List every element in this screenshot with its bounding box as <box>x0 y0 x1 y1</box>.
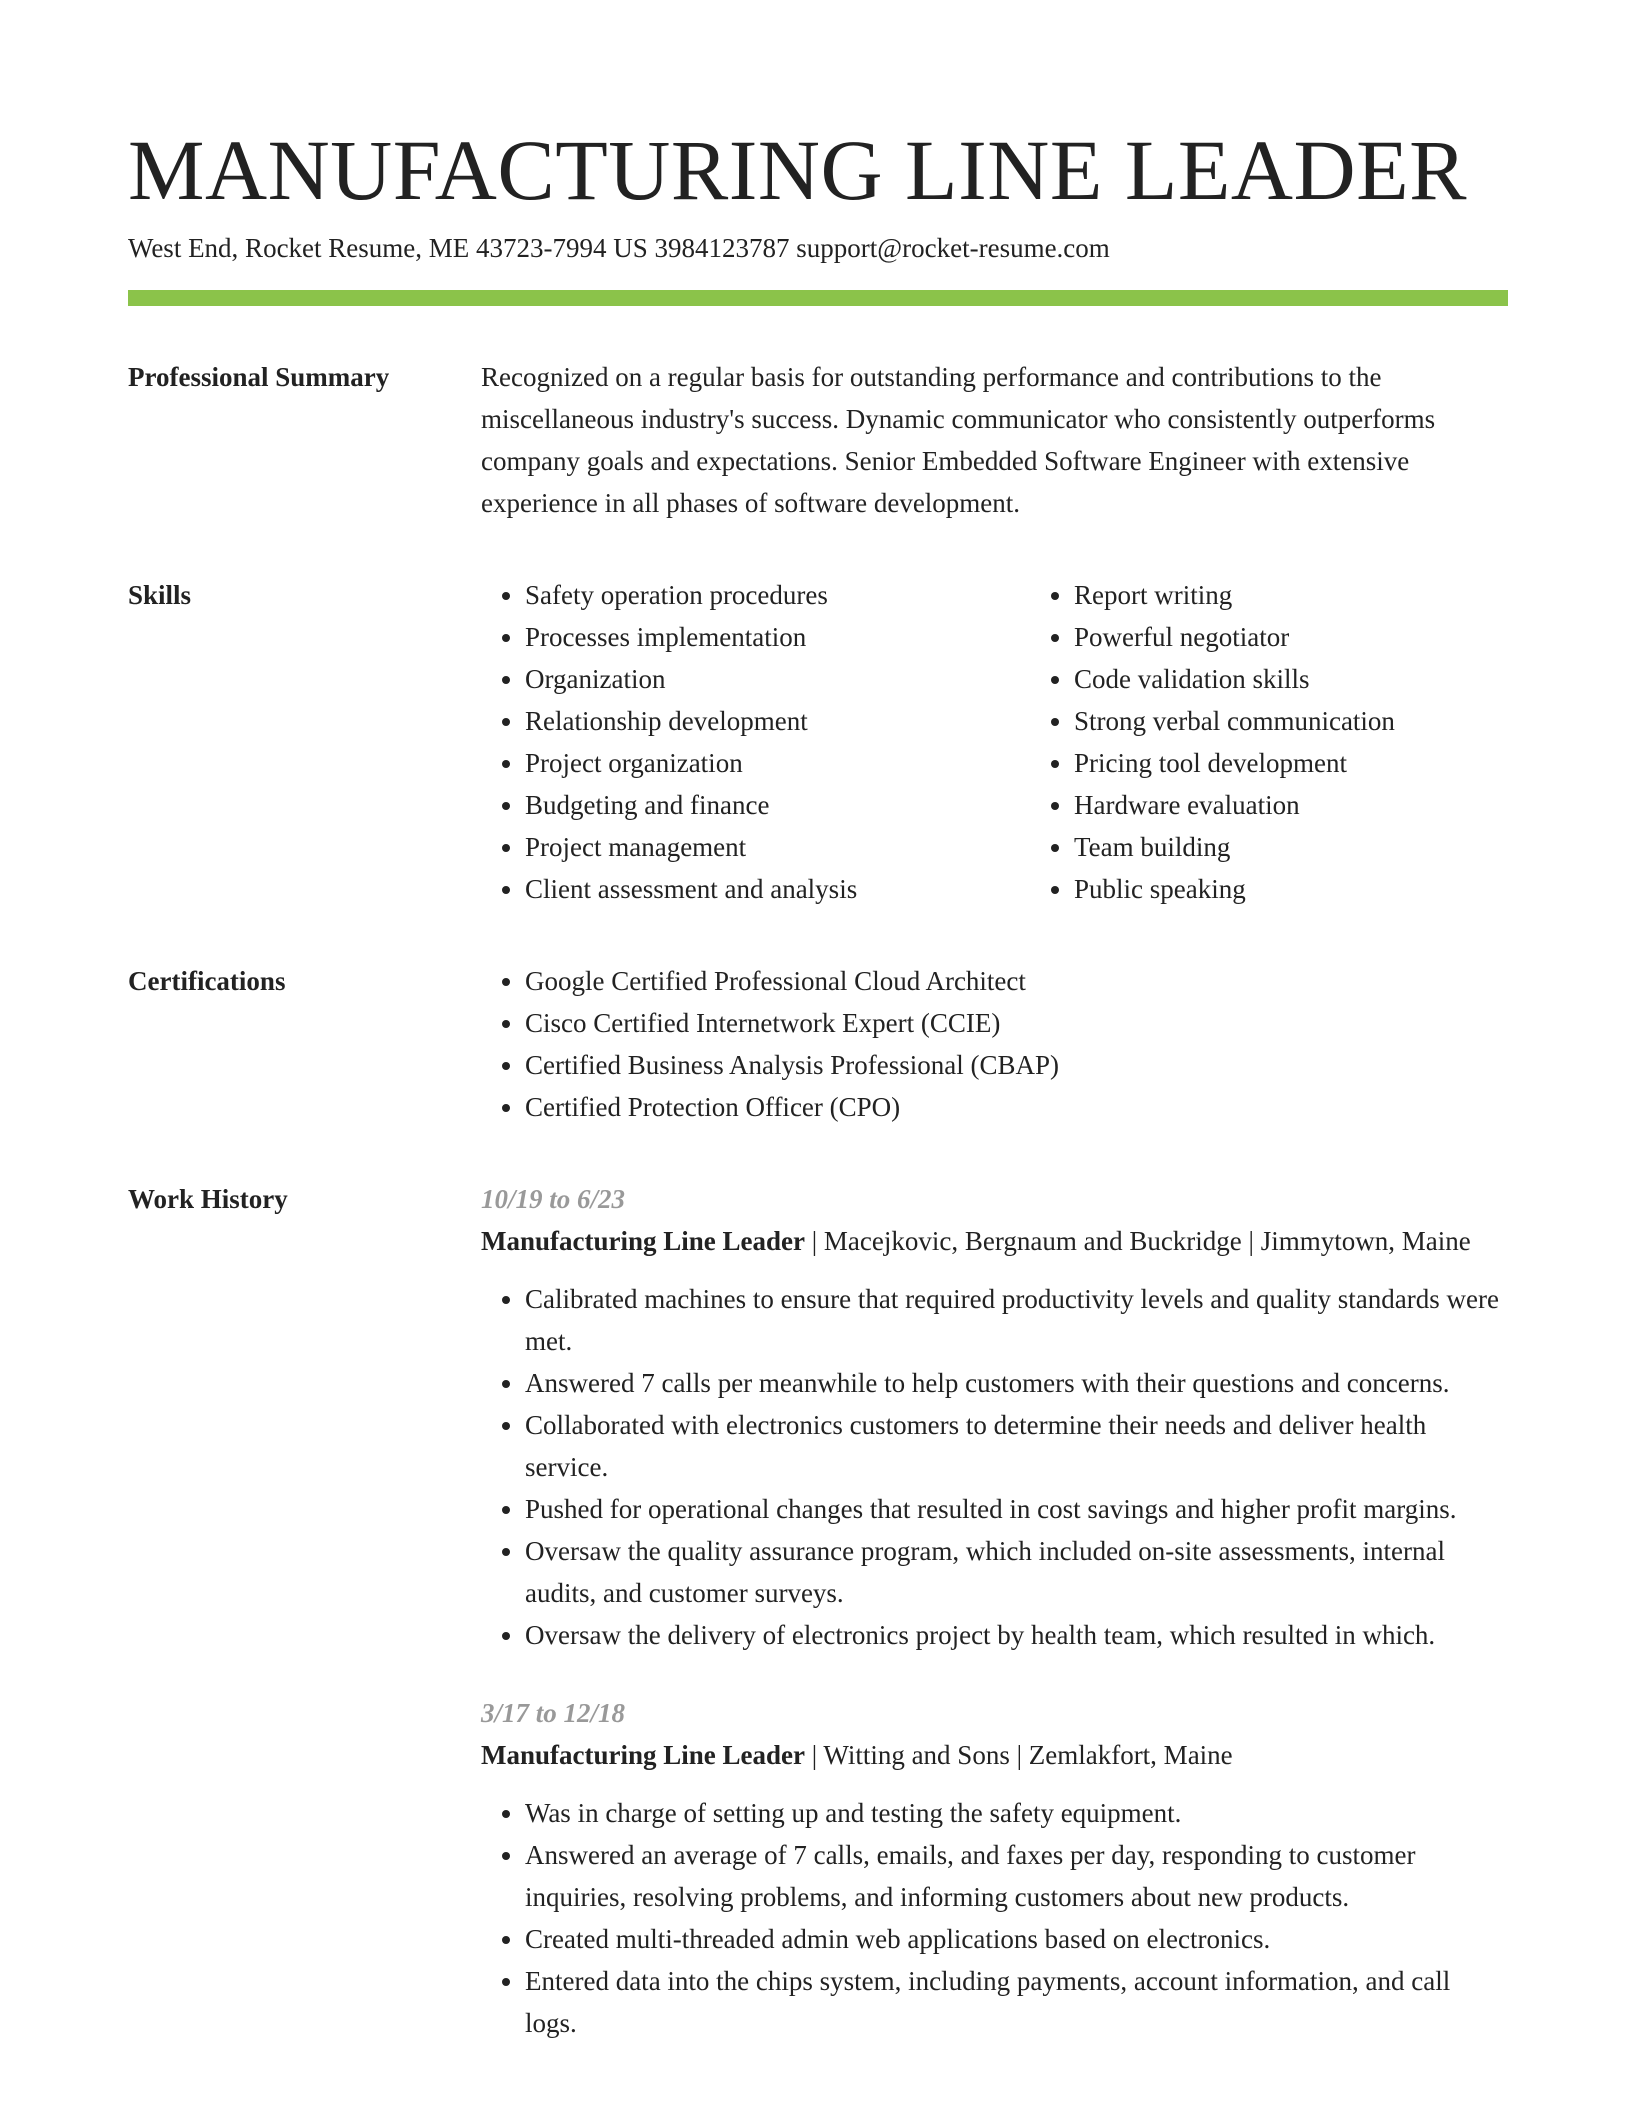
job-bullet: • Entered data into the chips system, including payments, account information, and call logs. <box>525 1960 1508 2044</box>
job-title-line <box>481 1734 1508 1776</box>
summary-text: Recognized on a regular basis for outstanding performance and contributions to the miscellaneous industry's success. Dynamic communicator who consistently outperforms company goals and expectations. Senior Embedded Software Engineer with extensive experience in all phases of software development. <box>481 362 1436 518</box>
section-title: Professional Summary <box>128 362 390 392</box>
certification-item: • Google Certified Professional Cloud Architect <box>525 960 1508 1002</box>
skill-item: • Public speaking <box>1074 868 1579 910</box>
contact-line: West End, Rocket Resume, ME 43723-7994 US 3984123787 support@rocket-resume.com <box>128 233 1110 263</box>
job-bullet: • Oversaw the delivery of electronics project by health team, which resulted in which. <box>525 1614 1508 1656</box>
certification-item: • Certified Business Analysis Professional (CBAP) <box>525 1044 1508 1086</box>
certification-item: • Certified Protection Officer (CPO) <box>525 1086 1508 1128</box>
job-role: Manufacturing Line Leader <box>481 1226 805 1256</box>
skills-list-right <box>1030 574 1579 910</box>
skill-item: • Code validation skills <box>1074 658 1579 700</box>
section-title: Skills <box>128 580 192 610</box>
skill-item: • Safety operation procedures <box>525 574 1030 616</box>
job-bullets <box>481 1792 1508 2044</box>
skill-item: • Pricing tool development <box>1074 742 1579 784</box>
job-entry <box>481 1178 1508 1656</box>
job-title-line <box>481 1220 1508 1262</box>
skill-item: • Processes implementation <box>525 616 1030 658</box>
work-history-section <box>128 1178 1508 2044</box>
job-dates: 3/17 to 12/18 <box>481 1698 626 1728</box>
job-dates: 10/19 to 6/23 <box>481 1184 626 1214</box>
skill-item: • Team building <box>1074 826 1579 868</box>
skills-section <box>128 574 1508 910</box>
resume-name: MANUFACTURING LINE LEADER <box>128 122 1468 218</box>
resume-page <box>128 120 1508 2044</box>
job-bullet: • Created multi-threaded admin web applications based on electronics. <box>525 1918 1508 1960</box>
skills-list-left <box>481 574 1030 910</box>
header-divider <box>128 290 1508 306</box>
job-bullet: • Oversaw the quality assurance program, which included on-site assessments, internal audits, and customer surveys. <box>525 1530 1508 1614</box>
skill-item: • Budgeting and finance <box>525 784 1030 826</box>
skill-item: • Powerful negotiator <box>1074 616 1579 658</box>
skill-item: • Strong verbal communication <box>1074 700 1579 742</box>
certifications-section <box>128 960 1508 1128</box>
certifications-list <box>481 960 1508 1128</box>
job-entry <box>481 1692 1508 2044</box>
job-bullet: • Answered 7 calls per meanwhile to help customers with their questions and concerns. <box>525 1362 1508 1404</box>
section-title: Work History <box>128 1184 288 1214</box>
summary-section <box>128 356 1508 524</box>
section-title: Certifications <box>128 966 286 996</box>
job-details: | Witting and Sons | Zemlakfort, Maine <box>805 1740 1233 1770</box>
job-bullets <box>481 1278 1508 1656</box>
job-bullet: • Answered an average of 7 calls, emails, and faxes per day, responding to customer inquiries, resolving problems, and informing customers about new products. <box>525 1834 1508 1918</box>
job-bullet: • Collaborated with electronics customers to determine their needs and deliver health service. <box>525 1404 1508 1488</box>
skill-item: • Project management <box>525 826 1030 868</box>
skill-item: • Client assessment and analysis <box>525 868 1030 910</box>
job-bullet: • Calibrated machines to ensure that required productivity levels and quality standards were met. <box>525 1278 1508 1362</box>
job-role: Manufacturing Line Leader <box>481 1740 805 1770</box>
certification-item: • Cisco Certified Internetwork Expert (CCIE) <box>525 1002 1508 1044</box>
summary-body <box>481 356 1508 524</box>
skill-item: • Project organization <box>525 742 1030 784</box>
job-details: | Macejkovic, Bergnaum and Buckridge | Jimmytown, Maine <box>805 1226 1471 1256</box>
skill-item: • Hardware evaluation <box>1074 784 1579 826</box>
skill-item: • Report writing <box>1074 574 1579 616</box>
skill-item: • Relationship development <box>525 700 1030 742</box>
job-bullet: • Pushed for operational changes that resulted in cost savings and higher profit margins. <box>525 1488 1508 1530</box>
skills-columns <box>481 574 1579 910</box>
work-history-body <box>481 1178 1508 2044</box>
job-bullet: • Was in charge of setting up and testing the safety equipment. <box>525 1792 1508 1834</box>
skill-item: • Organization <box>525 658 1030 700</box>
certifications-body <box>481 960 1508 1128</box>
